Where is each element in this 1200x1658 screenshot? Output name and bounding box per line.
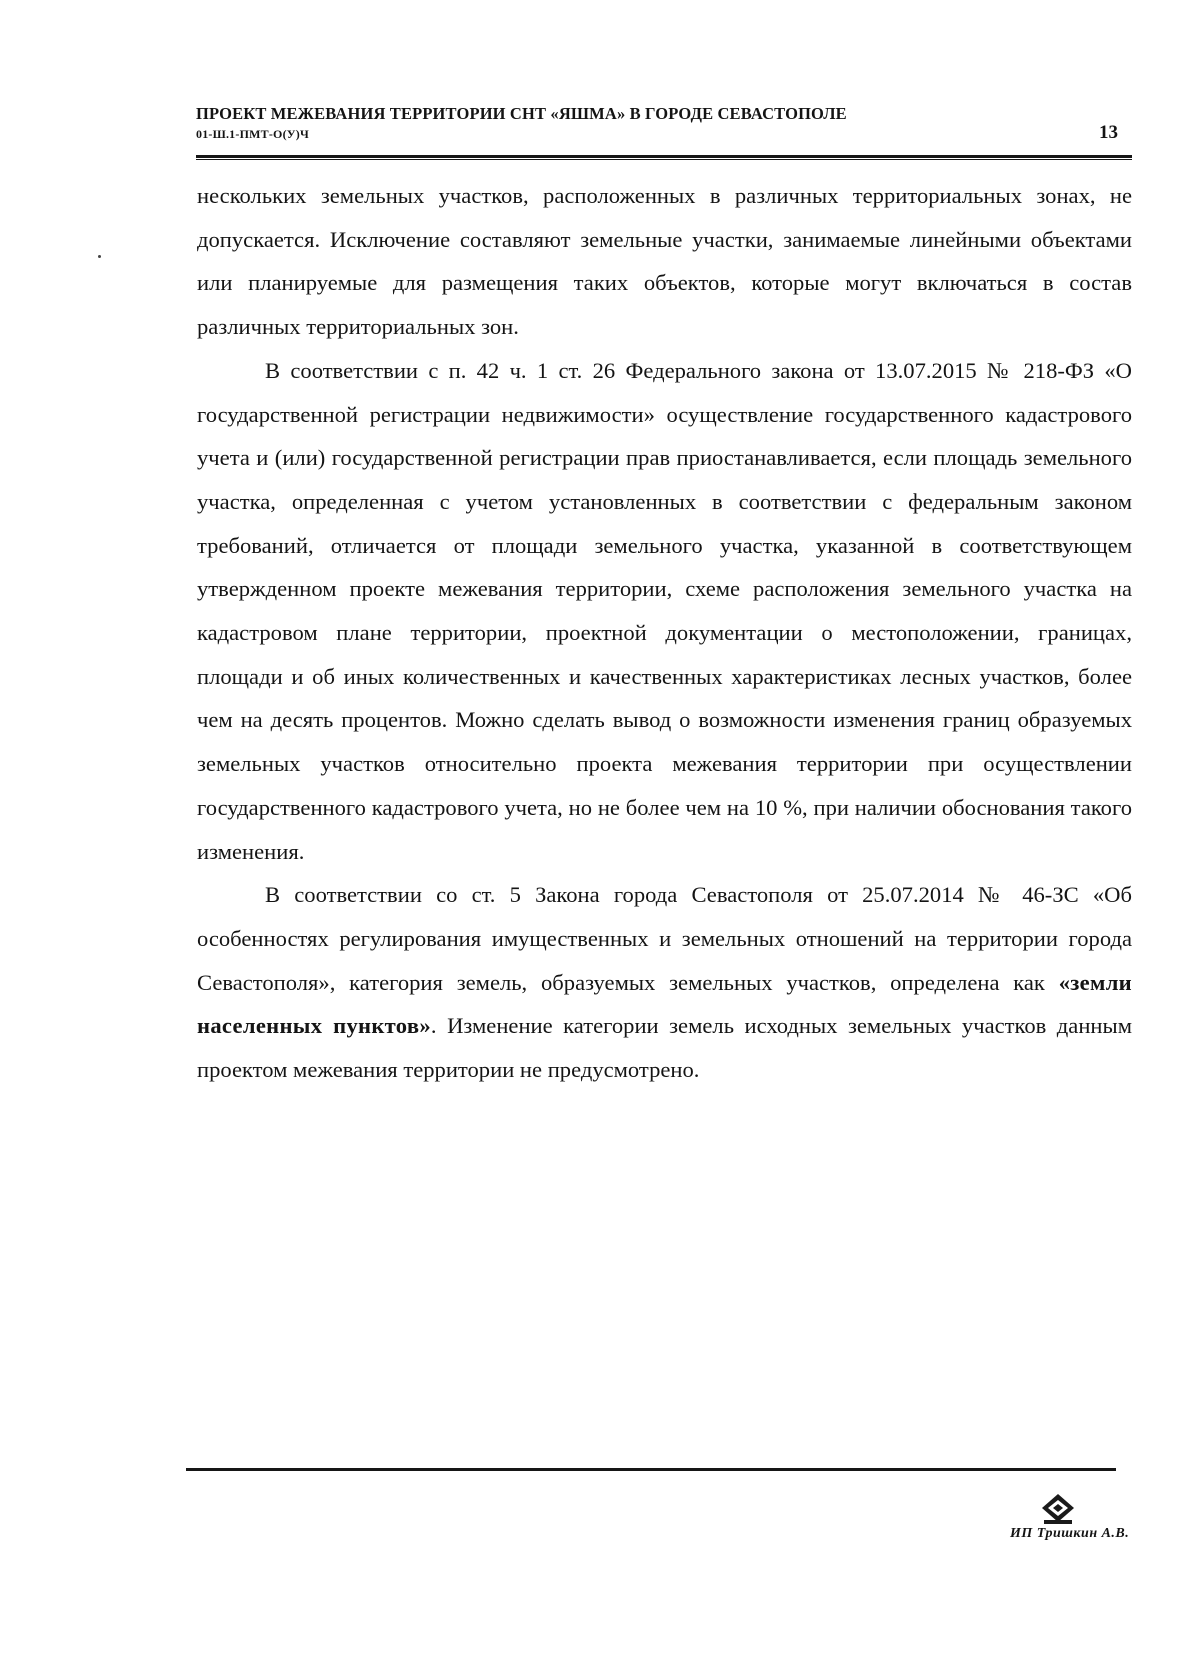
document-body [197,174,1132,1092]
company-name: ИП Тришкин А.В. [1010,1526,1130,1541]
paragraph-3 [197,873,1132,1092]
page-header [196,104,1132,162]
scan-speck [98,255,101,258]
page-number: 13 [1099,122,1118,143]
paragraph-2: В соответствии с п. 42 ч. 1 ст. 26 Федерального закона от 13.07.2015 № 218-ФЗ «О государственной регистрации недвижимости» осуществление государственного кадастрового учета и (или) государственной регистрации прав приостанавливается, если площадь земельного участка, определенная с учетом установленных в соответствии с федеральным законом требований, отличается от площади земельного участка, указанной в соответствующем утвержденном проекте межевания территории, схеме расположения земельного участка на кадастровом плане территории, проектной документации о местоположении, границах, площади и об иных количественных и качественных характеристиках лесных участков, более чем на десять процентов. Можно сделать вывод о возможности изменения границ образуемых земельных участков относительно проекта межевания территории при осуществлении государственного кадастрового учета, но не более чем на 10 %, при наличии обоснования такого изменения. [197,357,1132,864]
paragraph-3-end: . Изменение категории земель исходных земельных участков данным проектом межевания территории не предусмотрено. [197,1013,1132,1083]
company-logo-icon [1038,1492,1078,1528]
paragraph-1: нескольких земельных участков, расположенных в различных территориальных зонах, не допускается. Исключение составляют земельные участки, занимаемые линейными объектами или планируемые для размещения таких объектов, которые могут включаться в состав различных территориальных зон. [197,183,1132,340]
document-code: 01-Ш.1-ПМТ-О(У)Ч [196,127,309,141]
paragraph-3-start: В соответствии со ст. 5 Закона города Севастополя от 25.07.2014 № 46-ЗС «Об особенностях регулирования имущественных и земельных отношений на территории города Севастополя», категория земель, образуемых земельных участков, определена как [197,882,1132,995]
company-logo [1010,1492,1130,1552]
header-divider [196,155,1132,160]
land-category-term: «земли населенных пунктов» [197,969,1132,1039]
document-title: ПРОЕКТ МЕЖЕВАНИЯ ТЕРРИТОРИИ СНТ «ЯШМА» В ГОРОДЕ СЕВАСТОПОЛЕ [196,104,847,123]
footer-divider [186,1468,1116,1471]
